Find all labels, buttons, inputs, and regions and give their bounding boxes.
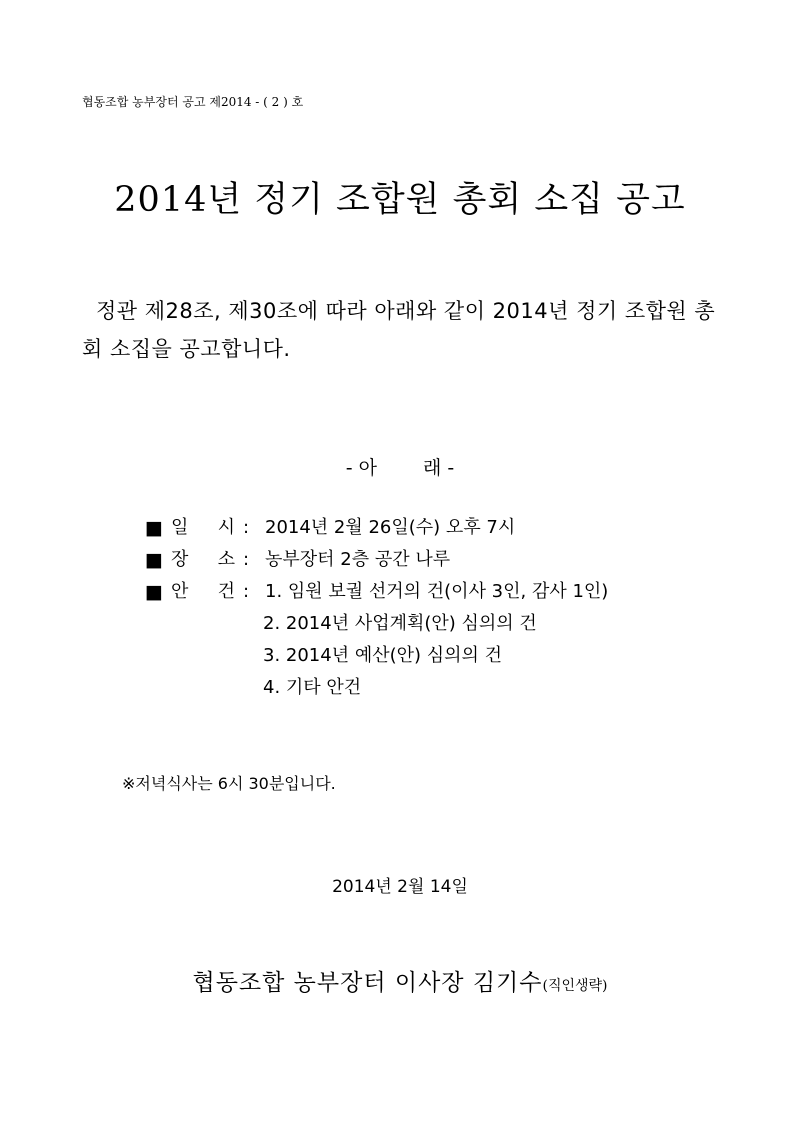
page-title: 2014년 정기 조합원 총회 소집 공고	[114, 180, 686, 220]
agenda-item: 2. 2014년 사업계획(안) 심의의 건	[263, 613, 537, 634]
agenda-colon: :	[243, 581, 250, 602]
issue-date: 2014년 2월 14일	[332, 877, 468, 897]
agenda-item: 4. 기타 안건	[263, 677, 362, 698]
dinner-note: ※저녁식사는 6시 30분입니다.	[122, 774, 336, 793]
square-bullet-icon: ■	[145, 517, 163, 539]
below-marker	[0, 453, 800, 480]
below-marker-right: 래 -	[423, 457, 455, 479]
signature	[0, 964, 800, 997]
place-colon: :	[243, 549, 250, 570]
seal-omitted-note: (직인생략)	[542, 978, 608, 994]
place-label: 장 소	[171, 549, 235, 570]
intro-text: 정관 제28조, 제30조에 따라 아래와 같이 2014년 정기 조합원 총회 소집을 공고합니다.	[82, 299, 716, 361]
item-row-agenda	[145, 577, 608, 607]
below-marker-left: - 아	[345, 457, 377, 479]
date-value: 2014년 2월 26일(수) 오후 7시	[265, 517, 516, 538]
intro-paragraph	[82, 292, 722, 368]
item-row-date	[145, 513, 515, 543]
date-label: 일 시	[171, 517, 235, 538]
agenda-label: 안 건	[171, 581, 235, 602]
square-bullet-icon: ■	[145, 581, 163, 603]
agenda-item: 3. 2014년 예산(안) 심의의 건	[263, 645, 503, 666]
agenda-item: 1. 임원 보궐 선거의 건(이사 3인, 감사 1인)	[265, 581, 609, 602]
date-colon: :	[243, 517, 250, 538]
place-value: 농부장터 2층 공간 나루	[265, 549, 451, 570]
item-row-place	[145, 545, 450, 575]
square-bullet-icon: ■	[145, 549, 163, 571]
signature-name: 협동조합 농부장터 이사장 김기수	[192, 970, 543, 996]
notice-number: 협동조합 농부장터 공고 제2014 - ( 2 ) 호	[82, 95, 304, 109]
